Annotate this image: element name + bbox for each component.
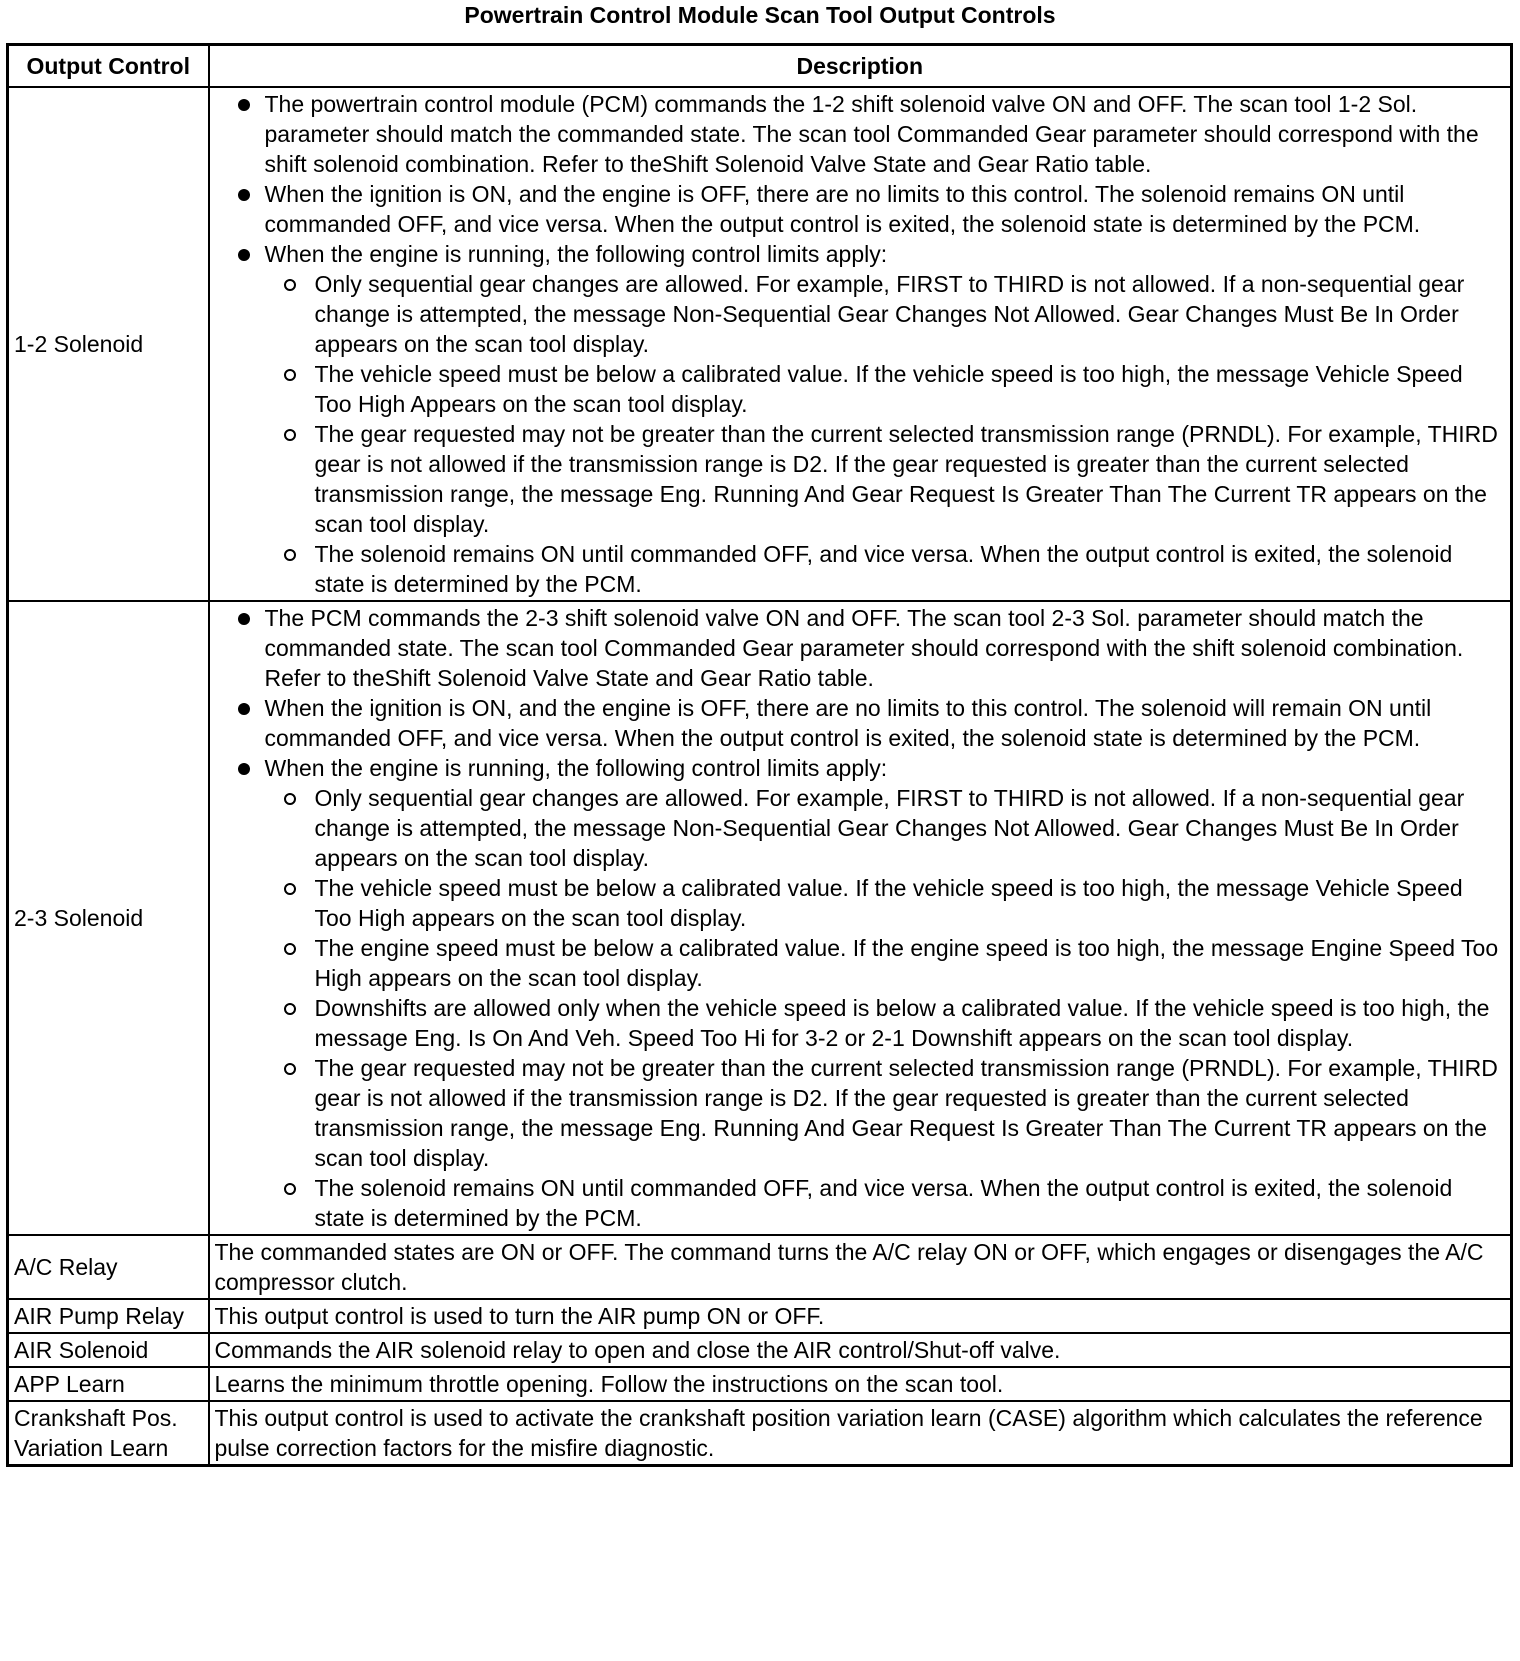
table-row (8, 601, 1512, 1235)
row-name: Crankshaft Pos. Variation Learn (8, 1401, 209, 1466)
bullet-list (215, 89, 1506, 599)
table-row (8, 1333, 1512, 1367)
row-description (209, 87, 1512, 601)
sub-bullet-item: The gear requested may not be greater than the current selected transmission range (PRNDL). For example, THIRD gear is not allowed if the transmission range is D2. If the gear requested is greater than the current selected transmission range, the message Eng. Running And Gear Request Is Greater Than The Current TR appears on the scan tool display. (315, 1053, 1506, 1173)
sub-bullet-item: The gear requested may not be greater than the current selected transmission range (PRNDL). For example, THIRD gear is not allowed if the transmission range is D2. If the gear requested is greater than the current selected transmission range, the message Eng. Running And Gear Request Is Greater Than The Current TR appears on the scan tool display. (315, 419, 1506, 539)
bullet-text: When the ignition is ON, and the engine is OFF, there are no limits to this control. The solenoid will remain ON until commanded OFF, and vice versa. When the output control is exited, the solenoid state is determined by the PCM. (264, 695, 1432, 751)
sub-bullet-item: The engine speed must be below a calibrated value. If the engine speed is too high, the message Engine Speed Too High appears on the scan tool display. (315, 933, 1506, 993)
bullet-item (265, 89, 1506, 179)
row-description: Learns the minimum throttle opening. Follow the instructions on the scan tool. (209, 1367, 1512, 1401)
sub-bullet-item: Downshifts are allowed only when the vehicle speed is below a calibrated value. If the vehicle speed is too high, the message Eng. Is On And Veh. Speed Too Hi for 3-2 or 2-1 Downshift appears on the scan tool display. (315, 993, 1506, 1053)
header-description: Description (209, 45, 1512, 88)
sub-bullet-list (265, 783, 1506, 1233)
bullet-item (265, 239, 1506, 599)
bullet-text: When the engine is running, the following control limits apply: (264, 241, 888, 267)
row-name: AIR Pump Relay (8, 1299, 209, 1333)
sub-bullet-item: The vehicle speed must be below a calibrated value. If the vehicle speed is too high, the message Vehicle Speed Too High appears on the scan tool display. (315, 873, 1506, 933)
row-name: AIR Solenoid (8, 1333, 209, 1367)
sub-bullet-item: The solenoid remains ON until commanded OFF, and vice versa. When the output control is exited, the solenoid state is determined by the PCM. (315, 1173, 1506, 1233)
table-row (8, 87, 1512, 601)
table-row (8, 1367, 1512, 1401)
row-name: 1-2 Solenoid (8, 87, 209, 601)
bullet-item (265, 693, 1506, 753)
page-title: Powertrain Control Module Scan Tool Output Controls (464, 2, 1056, 28)
sub-bullet-list (265, 269, 1506, 599)
bullet-text: The powertrain control module (PCM) commands the 1-2 shift solenoid valve ON and OFF. The scan tool 1-2 Sol. parameter should match the commanded state. The scan tool Commanded Gear parameter should correspond with the shift solenoid combination. Refer to theShift Solenoid Valve State and Gear Ratio table. (264, 91, 1479, 177)
sub-bullet-item: The vehicle speed must be below a calibrated value. If the vehicle speed is too high, the message Vehicle Speed Too High Appears on the scan tool display. (315, 359, 1506, 419)
row-name: A/C Relay (8, 1235, 209, 1299)
bullet-item (265, 753, 1506, 1233)
row-description: This output control is used to turn the AIR pump ON or OFF. (209, 1299, 1512, 1333)
table-row (8, 1401, 1512, 1466)
bullet-text: When the engine is running, the following control limits apply: (264, 755, 888, 781)
bullet-text: When the ignition is ON, and the engine is OFF, there are no limits to this control. The solenoid remains ON until commanded OFF, and vice versa. When the output control is exited, the solenoid state is determined by the PCM. (264, 181, 1421, 237)
row-name: APP Learn (8, 1367, 209, 1401)
row-description: This output control is used to activate the crankshaft position variation learn (CASE) algorithm which calculates the reference pulse correction factors for the misfire diagnostic. (209, 1401, 1512, 1466)
sub-bullet-item: Only sequential gear changes are allowed. For example, FIRST to THIRD is not allowed. If a non-sequential gear change is attempted, the message Non-Sequential Gear Changes Not Allowed. Gear Changes Must Be In Order appears on the scan tool display. (315, 269, 1506, 359)
bullet-text: The PCM commands the 2-3 shift solenoid valve ON and OFF. The scan tool 2-3 Sol. parameter should match the commanded state. The scan tool Commanded Gear parameter should correspond with the shift solenoid combination. Refer to theShift Solenoid Valve State and Gear Ratio table. (264, 605, 1464, 691)
table-row (8, 1299, 1512, 1333)
row-description: Commands the AIR solenoid relay to open and close the AIR control/Shut-off valve. (209, 1333, 1512, 1367)
table-header-row (8, 45, 1512, 88)
table-row (8, 1235, 1512, 1299)
header-output-control: Output Control (8, 45, 209, 88)
bullet-list (215, 603, 1506, 1233)
output-controls-table (6, 43, 1513, 1467)
sub-bullet-item: Only sequential gear changes are allowed. For example, FIRST to THIRD is not allowed. If a non-sequential gear change is attempted, the message Non-Sequential Gear Changes Not Allowed. Gear Changes Must Be In Order appears on the scan tool display. (315, 783, 1506, 873)
bullet-item (265, 179, 1506, 239)
row-name: 2-3 Solenoid (8, 601, 209, 1235)
sub-bullet-item: The solenoid remains ON until commanded OFF, and vice versa. When the output control is exited, the solenoid state is determined by the PCM. (315, 539, 1506, 599)
row-description: The commanded states are ON or OFF. The command turns the A/C relay ON or OFF, which engages or disengages the A/C compressor clutch. (209, 1235, 1512, 1299)
bullet-item (265, 603, 1506, 693)
row-description (209, 601, 1512, 1235)
